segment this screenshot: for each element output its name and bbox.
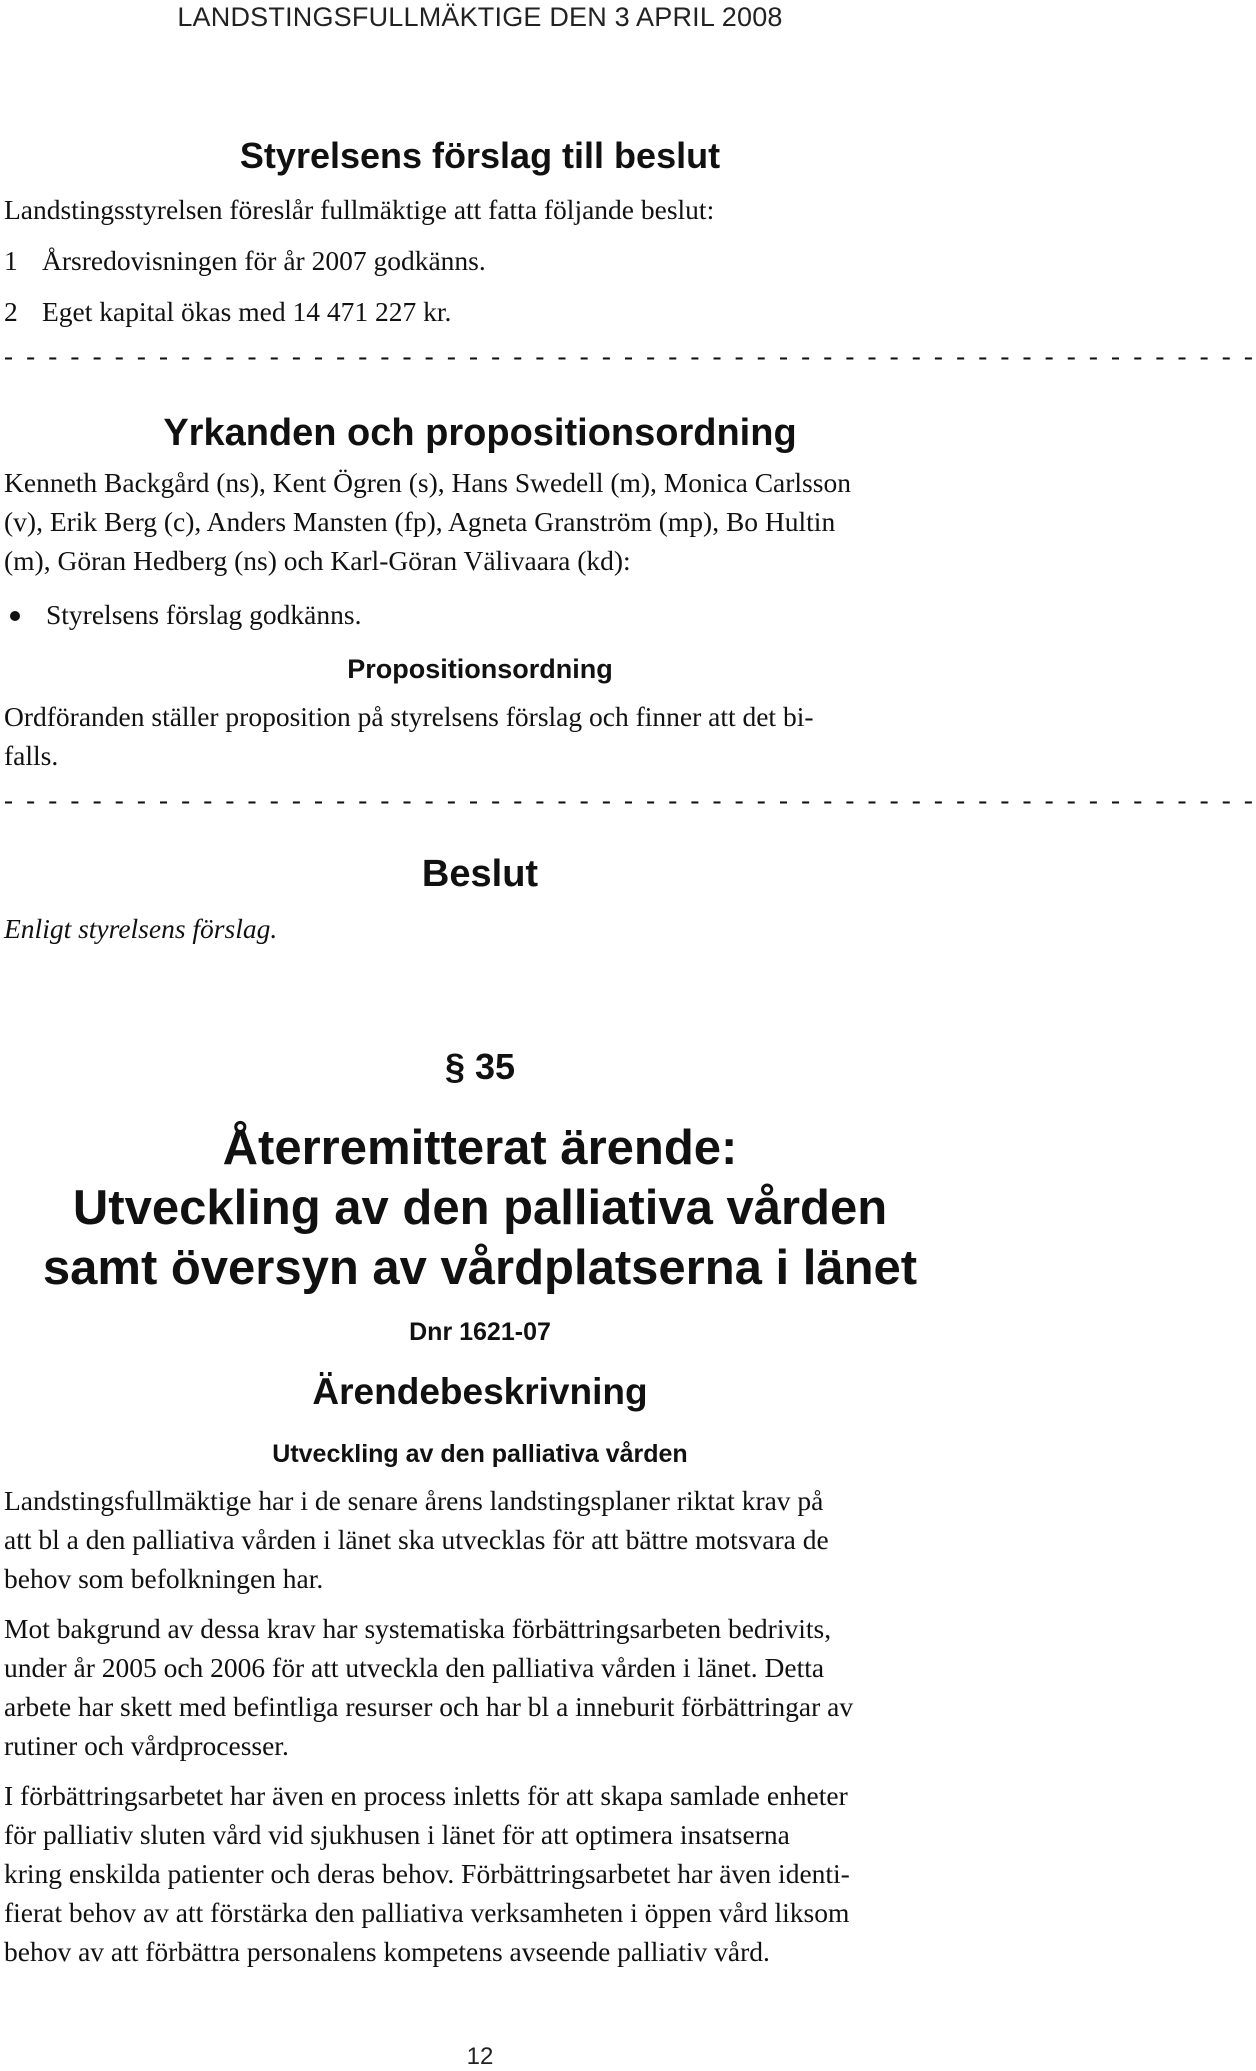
- paragraph-line: Mot bakgrund av dessa krav har systematiska förbättringsarbeten bedrivits,: [4, 1613, 832, 1644]
- proposal-intro: Landstingsstyrelsen föreslår fullmäktige att fatta följande beslut:: [4, 194, 715, 225]
- proposal-item-text: Årsredovisningen för år 2007 godkänns.: [42, 245, 486, 276]
- motion-bullet: [4, 595, 361, 634]
- proposal-item-text: Eget kapital ökas med 14 471 227 kr.: [42, 296, 452, 327]
- paragraph-line: att bl a den palliativa vården i länet ska utvecklas för att bättre motsvara de: [4, 1524, 829, 1555]
- proposal-item-number: 2: [4, 296, 18, 327]
- section-title-line: Återremitterat ärende:: [222, 1121, 738, 1175]
- paragraph-line: arbete har skett med befintliga resurser och har bl a inneburit förbättringar av: [4, 1691, 854, 1722]
- speakers-line: (m), Göran Hedberg (ns) och Karl-Göran Välivaara (kd):: [4, 545, 631, 576]
- description-subheading: Utveckling av den palliativa vården: [272, 1440, 688, 1468]
- speakers-line: (v), Erik Berg (c), Anders Mansten (fp), Agneta Granström (mp), Bo Hultin: [4, 506, 836, 537]
- description-heading: Ärendebeskrivning: [312, 1371, 648, 1412]
- decision-text: Enligt styrelsens förslag.: [4, 913, 278, 944]
- speakers-line: Kenneth Backgård (ns), Kent Ögren (s), Hans Swedell (m), Monica Carlsson: [4, 467, 851, 498]
- order-line: falls.: [4, 740, 59, 771]
- paragraph-line: kring enskilda patienter och deras behov. Förbättringsarbetet har även identi-: [4, 1858, 850, 1889]
- proposal-heading: Styrelsens förslag till beslut: [239, 135, 721, 176]
- proposal-item: [4, 241, 486, 280]
- paragraph-line: behov av att förbättra personalens kompetens avseende palliativ vård.: [4, 1936, 770, 1967]
- section-title-line: Utveckling av den palliativa vården: [72, 1181, 888, 1235]
- paragraph-line: under år 2005 och 2006 för att utveckla den palliativa vården i länet. Detta: [4, 1652, 825, 1683]
- running-header: LANDSTINGSFULLMÄKTIGE DEN 3 APRIL 2008: [177, 2, 783, 32]
- paragraph-line: rutiner och vårdprocesser.: [4, 1730, 289, 1761]
- paragraph-sign: § 35: [444, 1046, 516, 1087]
- separator-line: - - - - - - - - - - - - - - - - - - - - - - - - - - - - - - - - - - - - - - - - - - - - - - - - - - - - - - - - -: [4, 341, 1256, 371]
- paragraph-line: fierat behov av att förstärka den palliativa verksamheten i öppen vård liksom: [4, 1897, 850, 1928]
- order-line: Ordföranden ställer proposition på styrelsens förslag och finner att det bi-: [4, 701, 814, 732]
- proposal-item-number: 1: [4, 245, 18, 276]
- order-heading: Propositionsordning: [347, 654, 613, 684]
- motions-heading: Yrkanden och propositionsordning: [163, 412, 797, 454]
- decision-heading: Beslut: [421, 853, 539, 895]
- paragraph-line: behov som befolkningen har.: [4, 1563, 324, 1594]
- page-number: 12: [466, 2043, 494, 2070]
- paragraph-line: I förbättringsarbetet har även en process inletts för att skapa samlade enheter: [4, 1780, 848, 1811]
- section-title-line: samt översyn av vårdplatserna i länet: [42, 1241, 918, 1295]
- proposal-item: [4, 292, 451, 331]
- separator-line: - - - - - - - - - - - - - - - - - - - - - - - - - - - - - - - - - - - - - - - - - - - - - - - - - - - - - - - - -: [4, 785, 1256, 815]
- paragraph-line: för palliativ sluten vård vid sjukhusen i länet för att optimera insatserna: [4, 1819, 790, 1850]
- motion-bullet-text: Styrelsens förslag godkänns.: [46, 599, 362, 630]
- dnr-label: Dnr 1621-07: [409, 1318, 551, 1346]
- bullet-icon: [10, 611, 20, 621]
- paragraph-line: Landstingsfullmäktige har i de senare årens landstingsplaner riktat krav på: [4, 1485, 824, 1516]
